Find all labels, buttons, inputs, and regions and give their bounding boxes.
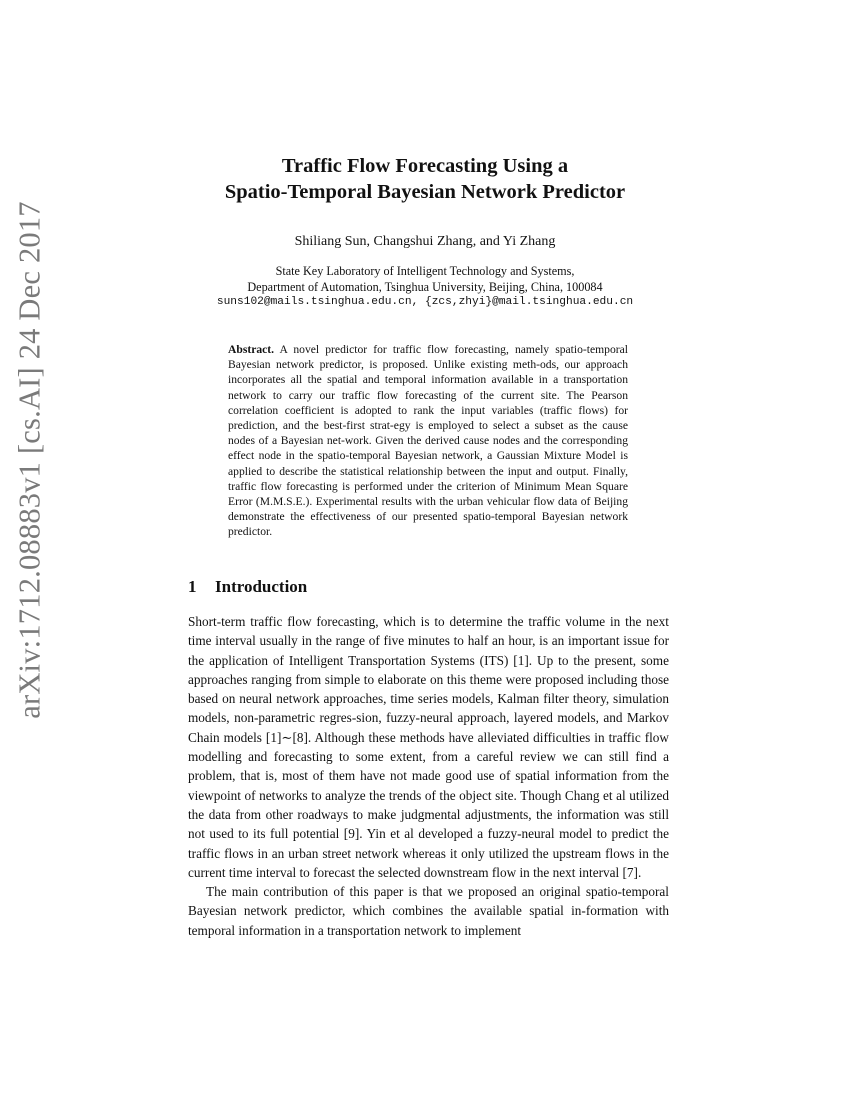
arxiv-identifier-stamp: [11, 201, 49, 719]
affiliation-line-1: State Key Laboratory of Intelligent Technology and Systems,: [275, 264, 575, 278]
paper-title: [150, 153, 700, 205]
author-emails: suns102@mails.tsinghua.edu.cn, {zcs,zhyi}@mail.tsinghua.edu.cn: [216, 296, 634, 308]
title-line-1: Traffic Flow Forecasting Using a: [281, 155, 569, 177]
title-line-2: Spatio-Temporal Bayesian Network Predictor: [224, 181, 626, 203]
introduction-body: [188, 612, 669, 940]
introduction-paragraph-1: Short-term traffic flow forecasting, which is to determine the traffic volume in the next time interval usually in the range of five minutes to half an hour, is an important issue for the application of Intelligent Transportation Systems (ITS) [1]. Up to the present, some approaches ranging from simple to elaborate on this theme were proposed including those based on neural network approaches, time series models, Kalman filter theory, simulation models, non-parametric regres-sion, fuzzy-neural approach, layered models, and Markov Chain models [1]∼[8]. Although these methods have alleviated difficulties in traffic flow modelling and forecasting to some extent, from a careful review we can still find a problem, that is, most of them have not made good use of spatial information from the viewpoint of networks to analyze the trends of the object site. Though Chang et al utilized the data from other roadways to make judgmental adjustments, the information was still not used to its full potential [9]. Yin et al developed a fuzzy-neural model to predict the traffic flows in an urban street network whereas it only utilized the upstream flows in the current time interval to forecast the selected downstream flow in the next interval [7].: [188, 614, 669, 880]
abstract-label: Abstract.: [228, 343, 275, 356]
arxiv-identifier-text: arXiv:1712.08883v1 [cs.AI] 24 Dec 2017: [12, 201, 47, 719]
abstract-text: A novel predictor for traffic flow forecasting, namely spatio-temporal Bayesian network predictor, is proposed. Unlike existing meth-ods, our approach incorporates all the spatial and temporal information available in a transportation network to carry our traffic flow forecasting of the current site. The Pearson correlation coefficient is adopted to rank the input variables (traffic flows) for prediction, and the best-first strat-egy is employed to select a subset as the cause nodes of a Bayesian net-work. Given the derived cause nodes and the corresponding effect node in the spatio-temporal Bayesian network, a Gaussian Mixture Model is applied to describe the statistical relationship between the input and output. Finally, traffic flow forecasting is performed under the criterion of Minimum Mean Square Error (M.M.S.E.). Experimental results with the urban vehicular flow data of Beijing demonstrate the effectiveness of our presented spatio-temporal Bayesian network predictor.: [228, 343, 628, 539]
affiliation-line-2: Department of Automation, Tsinghua University, Beijing, China, 100084: [247, 279, 603, 294]
section-title: Introduction: [215, 577, 308, 596]
abstract-block: [228, 342, 628, 540]
introduction-paragraph-2: The main contribution of this paper is that we proposed an original spatio-temporal Bayesian network predictor, which combines the available spatial in-formation with temporal information in a transportation network to implement: [188, 884, 669, 938]
section-number: 1: [188, 577, 197, 596]
section-heading-introduction: [188, 576, 668, 598]
author-list: Shiliang Sun, Changshui Zhang, and Yi Zhang: [294, 234, 556, 249]
affiliation-block: [120, 264, 730, 311]
